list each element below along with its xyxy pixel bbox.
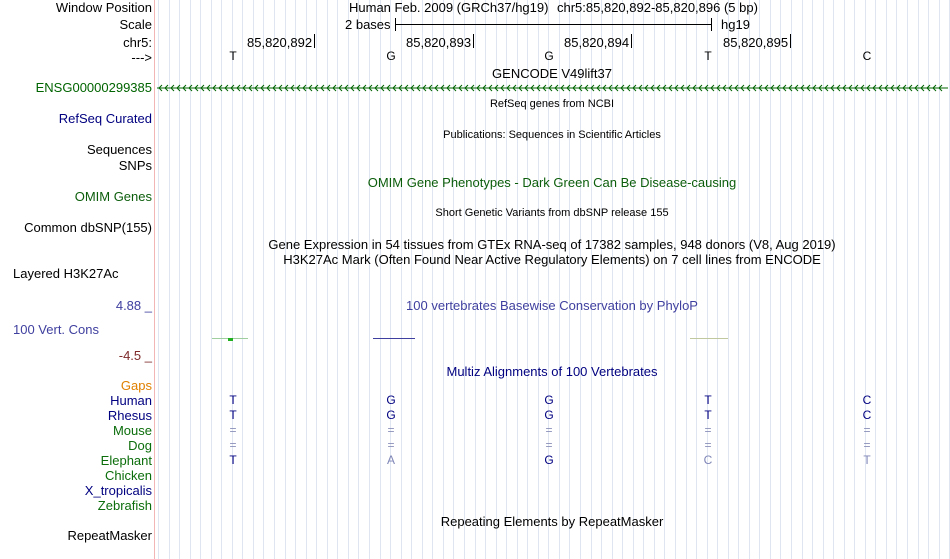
species-label-human[interactable]: Human xyxy=(110,393,152,408)
alignment-base: G xyxy=(386,393,396,407)
reference-base: G xyxy=(544,49,554,63)
alignment-base: C xyxy=(862,393,872,407)
window-position-label: Window Position xyxy=(55,0,152,15)
position-tick-label: 85,820,893 xyxy=(406,35,472,50)
alignment-base: T xyxy=(229,393,237,407)
alignment-base: G xyxy=(544,408,554,422)
common-dbsnp-label[interactable]: Common dbSNP(155) xyxy=(24,220,152,235)
gencode-title[interactable]: GENCODE V49lift37 xyxy=(492,66,612,81)
alignment-base: = xyxy=(545,423,553,437)
scale-db-label: hg19 xyxy=(721,17,750,32)
alignment-base: T xyxy=(704,393,712,407)
alignment-base: = xyxy=(387,438,395,452)
cons-mark-2 xyxy=(373,338,415,339)
scale-bar-label: 2 bases xyxy=(345,17,391,32)
assembly-title: Human Feb. 2009 (GRCh37/hg19) xyxy=(349,0,549,15)
cons-max-label: 4.88 _ xyxy=(115,298,152,313)
omim-genes-link[interactable]: OMIM Genes xyxy=(74,189,152,204)
species-label-rhesus[interactable]: Rhesus xyxy=(107,408,152,423)
species-label-mouse[interactable]: Mouse xyxy=(112,423,152,438)
species-label-x-tropicalis[interactable]: X_tropicalis xyxy=(84,483,152,498)
omim-title[interactable]: OMIM Gene Phenotypes - Dark Green Can Be Disease-causing xyxy=(367,175,737,190)
alignment-base: G xyxy=(544,393,554,407)
alignment-base: = xyxy=(863,438,871,452)
gencode-gene-track[interactable] xyxy=(155,82,950,94)
repeatmasker-title[interactable]: Repeating Elements by RepeatMasker xyxy=(440,514,664,529)
alignment-base: = xyxy=(704,438,712,452)
species-label-chicken[interactable]: Chicken xyxy=(105,468,152,483)
position-tick-mark xyxy=(790,34,791,48)
position-tick-mark xyxy=(473,34,474,48)
position-title: chr5:85,820,892-85,820,896 (5 bp) xyxy=(557,0,758,15)
reference-base: T xyxy=(704,49,712,63)
species-label-zebrafish[interactable]: Zebrafish xyxy=(97,498,152,513)
scale-label: Scale xyxy=(119,17,152,32)
dbsnp-title[interactable]: Short Genetic Variants from dbSNP release 155 xyxy=(435,207,669,219)
alignment-base: = xyxy=(863,423,871,437)
alignment-base: T xyxy=(704,408,712,422)
vert-cons-label[interactable]: 100 Vert. Cons xyxy=(13,322,99,337)
position-tick-mark xyxy=(631,34,632,48)
alignment-base: A xyxy=(386,453,396,467)
alignment-base: G xyxy=(386,408,396,422)
cons-mark-4 xyxy=(690,338,728,339)
alignment-base: T xyxy=(863,453,871,467)
alignment-base: = xyxy=(229,438,237,452)
position-tick-label: 85,820,892 xyxy=(247,35,313,50)
snps-label[interactable]: SNPs xyxy=(118,158,152,173)
repeatmasker-label[interactable]: RepeatMasker xyxy=(67,528,152,543)
gtex-title[interactable]: Gene Expression in 54 tissues from GTEx RNA-seq of 17382 samples, 948 donors (V8, Aug 2019) xyxy=(268,237,836,252)
publications-title[interactable]: Publications: Sequences in Scientific Articles xyxy=(443,129,661,141)
refseq-curated-link[interactable]: RefSeq Curated xyxy=(58,111,152,126)
alignment-base: C xyxy=(703,453,713,467)
alignment-base: T xyxy=(229,408,237,422)
scale-bar-right-tick xyxy=(711,18,712,31)
phylop-title[interactable]: 100 vertebrates Basewise Conservation by PhyloP xyxy=(406,298,698,313)
strand-arrow-label: ---> xyxy=(131,50,152,65)
gaps-label[interactable]: Gaps xyxy=(120,378,152,393)
reference-base: C xyxy=(862,49,872,63)
alignment-base: C xyxy=(862,408,872,422)
reference-base: T xyxy=(229,49,237,63)
gene-id-link[interactable]: ENSG00000299385 xyxy=(35,80,152,95)
alignment-base: = xyxy=(387,423,395,437)
scale-bar-line xyxy=(395,24,711,25)
position-tick-mark xyxy=(314,34,315,48)
position-tick-label: 85,820,895 xyxy=(723,35,789,50)
species-label-dog[interactable]: Dog xyxy=(128,438,152,453)
position-tick-label: 85,820,894 xyxy=(564,35,630,50)
chrom-label: chr5: xyxy=(123,35,152,50)
h3k27ac-title[interactable]: H3K27Ac Mark (Often Found Near Active Regulatory Elements) on 7 cell lines from ENCODE xyxy=(283,252,821,267)
alignment-base: T xyxy=(229,453,237,467)
alignment-base: G xyxy=(544,453,554,467)
alignment-base: = xyxy=(229,423,237,437)
refseq-title[interactable]: RefSeq genes from NCBI xyxy=(489,98,615,110)
layered-h3k27ac-label[interactable]: Layered H3K27Ac xyxy=(13,266,119,281)
sequences-label[interactable]: Sequences xyxy=(86,142,152,157)
alignment-base: = xyxy=(704,423,712,437)
cons-mark-1-peak xyxy=(228,338,233,341)
multiz-title[interactable]: Multiz Alignments of 100 Vertebrates xyxy=(446,364,658,379)
reference-base: G xyxy=(386,49,396,63)
species-label-elephant[interactable]: Elephant xyxy=(100,453,152,468)
alignment-base: = xyxy=(545,438,553,452)
cons-min-label: -4.5 _ xyxy=(118,348,152,363)
